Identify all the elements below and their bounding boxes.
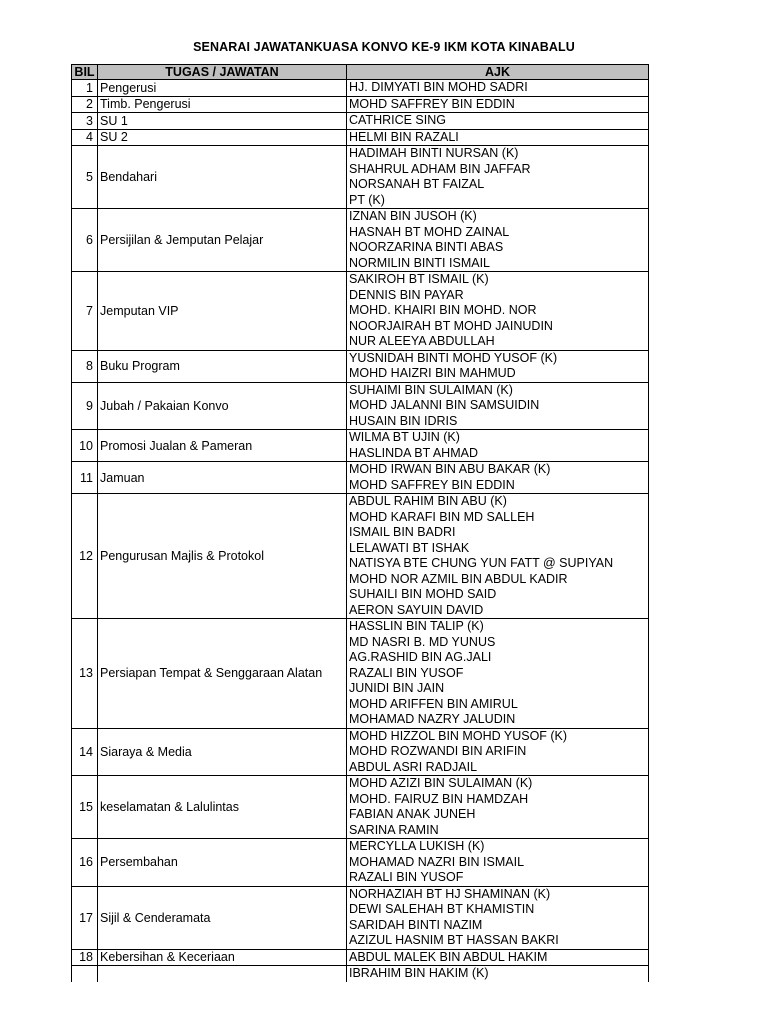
row-tugas: Bendahari [98, 146, 347, 209]
row-tugas: Jemputan VIP [98, 272, 347, 351]
table-row [72, 966, 649, 982]
ajk-member: MERCYLLA LUKISH (K) [349, 839, 485, 853]
row-tugas: Persijilan & Jemputan Pelajar [98, 209, 347, 272]
ajk-member: PT (K) [349, 192, 385, 207]
row-tugas: Kebersihan & Keceriaan [98, 949, 347, 966]
row-ajk [347, 430, 649, 462]
ajk-member: MOHAMAD NAZRI BIN ISMAIL [349, 854, 525, 869]
ajk-member: DEWI SALEHAH BT KHAMISTIN [349, 902, 535, 916]
ajk-member: MOHD JALANNI BIN SAMSUIDIN [349, 398, 540, 412]
header-ajk: AJK [347, 65, 649, 80]
row-bil: 2 [72, 96, 98, 113]
row-bil: 4 [72, 129, 98, 146]
header-bil: BIL [72, 65, 98, 80]
ajk-member: MOHD. KHAIRI BIN MOHD. NOR [349, 303, 537, 317]
row-tugas: Promosi Jualan & Pameran [98, 430, 347, 462]
ajk-member: ABDUL ASRI RADJAIL [349, 759, 478, 774]
row-ajk [347, 96, 649, 113]
table-row [72, 949, 649, 966]
ajk-member: MOHD ARIFFEN BIN AMIRUL [349, 696, 518, 711]
ajk-member: NUR ALEEYA ABDULLAH [349, 334, 495, 348]
ajk-member: DENNIS BIN PAYAR [349, 287, 464, 302]
ajk-member: MOHD IRWAN BIN ABU BAKAR (K) [349, 462, 551, 476]
row-bil: 7 [72, 272, 98, 351]
ajk-member: HADIMAH BINTI NURSAN (K) [349, 146, 519, 160]
ajk-member: HJ. DIMYATI BIN MOHD SADRI [349, 80, 528, 94]
table-row [72, 430, 649, 462]
ajk-member: HASLINDA BT AHMAD [349, 445, 478, 460]
row-bil: 6 [72, 209, 98, 272]
ajk-member: LELAWATI BT ISHAK [349, 540, 470, 555]
table-row [72, 96, 649, 113]
table-row [72, 886, 649, 949]
row-tugas: Buku Program [98, 350, 347, 382]
row-ajk [347, 80, 649, 97]
row-ajk [347, 146, 649, 209]
row-tugas: Persembahan [98, 839, 347, 887]
row-bil: 17 [72, 886, 98, 949]
ajk-member: NORHAZIAH BT HJ SHAMINAN (K) [349, 886, 551, 901]
row-tugas: Pengerusi [98, 80, 347, 97]
ajk-member: ISMAIL BIN BADRI [349, 525, 456, 539]
ajk-member: AERON SAYUIN DAVID [349, 602, 484, 617]
ajk-member: MOHAMAD NAZRY JALUDIN [349, 712, 516, 726]
document-title: SENARAI JAWATANKUASA KONVO KE-9 IKM KOTA KINABALU [193, 40, 575, 54]
table-row [72, 80, 649, 97]
ajk-member: IZNAN BIN JUSOH (K) [349, 209, 477, 223]
ajk-member: AZIZUL HASNIM BT HASSAN BAKRI [349, 933, 559, 947]
row-ajk [347, 113, 649, 130]
ajk-member: SARINA RAMIN [349, 822, 439, 837]
row-bil: 12 [72, 494, 98, 619]
row-ajk [347, 272, 649, 351]
ajk-member: NORMILIN BINTI ISMAIL [349, 255, 490, 270]
row-ajk [347, 350, 649, 382]
ajk-member: RAZALI BIN YUSOF [349, 665, 464, 680]
ajk-member: HUSAIN BIN IDRIS [349, 413, 458, 428]
row-ajk [347, 886, 649, 949]
ajk-member: MOHD NOR AZMIL BIN ABDUL KADIR [349, 571, 568, 586]
row-ajk [347, 494, 649, 619]
ajk-member: MD NASRI B. MD YUNUS [349, 634, 496, 649]
ajk-member: SARIDAH BINTI NAZIM [349, 917, 483, 932]
ajk-member: YUSNIDAH BINTI MOHD YUSOF (K) [349, 350, 558, 365]
row-bil: 11 [72, 462, 98, 494]
table-row [72, 209, 649, 272]
row-bil: 13 [72, 619, 98, 729]
row-bil: 9 [72, 382, 98, 430]
table-row [72, 839, 649, 887]
ajk-member: SUHAIMI BIN SULAIMAN (K) [349, 382, 513, 397]
row-ajk [347, 619, 649, 729]
table-row [72, 129, 649, 146]
row-bil [72, 966, 98, 982]
table-row [72, 350, 649, 382]
row-ajk [347, 382, 649, 430]
row-tugas: Persiapan Tempat & Senggaraan Alatan [98, 619, 347, 729]
row-tugas [98, 966, 347, 982]
ajk-member: SHAHRUL ADHAM BIN JAFFAR [349, 161, 531, 176]
table-row [72, 728, 649, 776]
row-tugas: SU 1 [98, 113, 347, 130]
ajk-member: MOHD HAIZRI BIN MAHMUD [349, 366, 516, 380]
table-row [72, 494, 649, 619]
ajk-member: MOHD SAFFREY BIN EDDIN [349, 96, 515, 111]
row-tugas: Pengurusan Majlis & Protokol [98, 494, 347, 619]
row-tugas: Sijil & Cenderamata [98, 886, 347, 949]
row-bil: 15 [72, 776, 98, 839]
ajk-member: MOHD SAFFREY BIN EDDIN [349, 477, 515, 492]
ajk-member: IBRAHIM BIN HAKIM (K) [349, 966, 489, 980]
row-tugas: Jubah / Pakaian Konvo [98, 382, 347, 430]
table-body [72, 80, 649, 982]
row-bil: 8 [72, 350, 98, 382]
ajk-member: ABDUL MALEK BIN ABDUL HAKIM [349, 949, 548, 964]
row-bil: 3 [72, 113, 98, 130]
row-ajk [347, 949, 649, 966]
row-ajk [347, 209, 649, 272]
ajk-member: MOHD HIZZOL BIN MOHD YUSOF (K) [349, 728, 568, 743]
row-bil: 1 [72, 80, 98, 97]
ajk-member: JUNIDI BIN JAIN [349, 681, 445, 695]
committee-table-wrapper [71, 64, 648, 982]
table-row [72, 462, 649, 494]
ajk-member: MOHD KARAFI BIN MD SALLEH [349, 509, 535, 524]
table-row [72, 272, 649, 351]
row-ajk [347, 776, 649, 839]
row-ajk [347, 462, 649, 494]
table-row [72, 146, 649, 209]
row-tugas: keselamatan & Lalulintas [98, 776, 347, 839]
table-row [72, 776, 649, 839]
ajk-member: HASSLIN BIN TALIP (K) [349, 619, 484, 633]
ajk-member: HASNAH BT MOHD ZAINAL [349, 224, 510, 239]
ajk-member: AG.RASHID BIN AG.JALI [349, 650, 492, 664]
table-row [72, 113, 649, 130]
committee-table [71, 64, 649, 982]
row-bil: 16 [72, 839, 98, 887]
row-bil: 18 [72, 949, 98, 966]
ajk-member: WILMA BT UJIN (K) [349, 430, 460, 444]
ajk-member: CATHRICE SING [349, 113, 446, 127]
ajk-member: NOORJAIRAH BT MOHD JAINUDIN [349, 318, 553, 333]
ajk-member: SAKIROH BT ISMAIL (K) [349, 272, 489, 286]
row-tugas: Timb. Pengerusi [98, 96, 347, 113]
row-bil: 5 [72, 146, 98, 209]
ajk-member: MOHD AZIZI BIN SULAIMAN (K) [349, 776, 533, 790]
row-ajk [347, 966, 649, 982]
table-row [72, 382, 649, 430]
row-ajk [347, 728, 649, 776]
row-tugas: Jamuan [98, 462, 347, 494]
ajk-member: NOORZARINA BINTI ABAS [349, 240, 504, 254]
ajk-member: ABDUL RAHIM BIN ABU (K) [349, 494, 507, 508]
ajk-member: MOHD ROZWANDI BIN ARIFIN [349, 744, 527, 758]
row-tugas: Siaraya & Media [98, 728, 347, 776]
row-bil: 10 [72, 430, 98, 462]
ajk-member: SUHAILI BIN MOHD SAID [349, 587, 497, 601]
ajk-member: HELMI BIN RAZALI [349, 129, 459, 144]
row-ajk [347, 129, 649, 146]
header-tugas: TUGAS / JAWATAN [98, 65, 347, 80]
row-ajk [347, 839, 649, 887]
ajk-member: NATISYA BTE CHUNG YUN FATT @ SUPIYAN [349, 556, 614, 570]
row-tugas: SU 2 [98, 129, 347, 146]
row-bil: 14 [72, 728, 98, 776]
ajk-member: NORSANAH BT FAIZAL [349, 177, 485, 191]
ajk-member: RAZALI BIN YUSOF [349, 870, 464, 884]
ajk-member: MOHD. FAIRUZ BIN HAMDZAH [349, 791, 529, 806]
ajk-member: FABIAN ANAK JUNEH [349, 807, 476, 821]
table-header-row [72, 65, 649, 80]
table-row [72, 619, 649, 729]
